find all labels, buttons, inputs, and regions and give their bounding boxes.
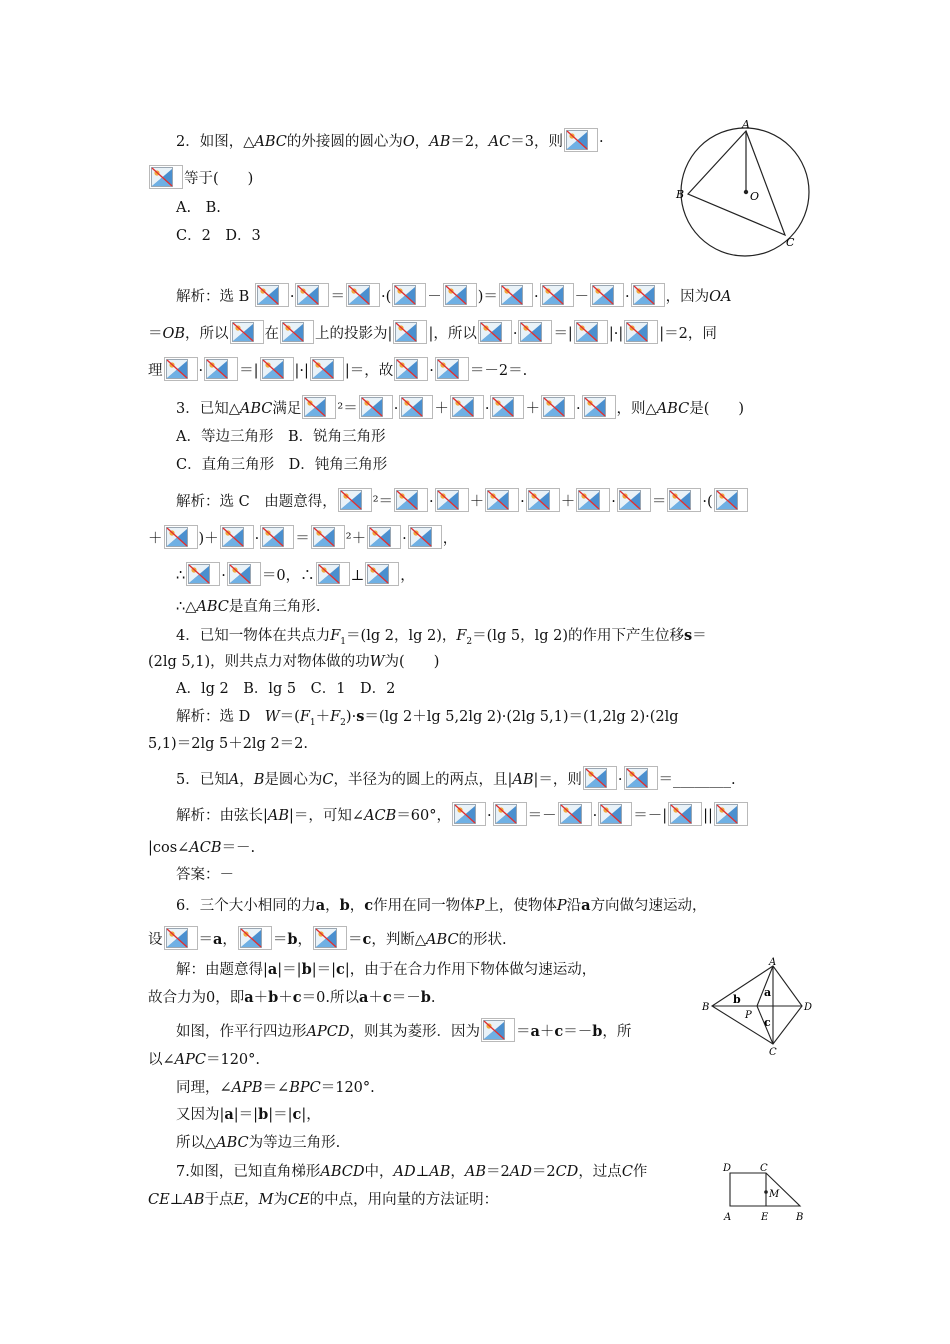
broken-image-icon	[558, 802, 592, 826]
broken-image-icon	[394, 357, 428, 381]
center-dot	[744, 190, 748, 194]
broken-image-icon	[302, 395, 336, 419]
broken-image-icon	[541, 395, 575, 419]
q2-solution-line3: 理 · ＝| |·| |＝，故 · ＝－2＝.	[148, 357, 527, 381]
label-vec-b: b	[733, 993, 741, 1006]
q6-solution-line5: 同理，∠APB＝∠BPC＝120°.	[176, 1080, 375, 1096]
label-e: E	[761, 1212, 769, 1223]
q6-solution-line7: 所以△ABC为等边三角形.	[176, 1135, 341, 1151]
broken-image-icon	[624, 766, 658, 790]
broken-image-icon	[526, 488, 560, 512]
broken-image-icon	[164, 525, 198, 549]
broken-image-icon	[598, 802, 632, 826]
broken-image-icon	[394, 488, 428, 512]
broken-image-icon	[365, 562, 399, 586]
q7-line1: 7.如图，已知直角梯形ABCD中，AD⊥AB，AB＝2AD＝2CD，过点C作	[176, 1164, 648, 1180]
broken-image-icon	[399, 395, 433, 419]
q3-line1: 3．已知△ABC满足 ²＝ · ＋ · ＋ · ，则△ABC是( )	[176, 395, 744, 419]
q4-solution-line1: 解析：选 D $W=(F_1+F_2)\cdot s=(\lg$ 2＋lg 5,2lg 2)·(2lg 5,1)＝(1,2lg 2)·(2lg	[176, 708, 679, 728]
broken-image-icon	[576, 488, 610, 512]
rhombus-figure	[700, 956, 815, 1058]
broken-image-icon	[164, 926, 198, 950]
label-c: C	[786, 236, 795, 249]
broken-image-icon	[255, 283, 289, 307]
broken-image-icon	[204, 357, 238, 381]
q6-solution-line4: 以∠APC＝120°.	[148, 1052, 261, 1068]
broken-image-icon	[316, 562, 350, 586]
broken-image-icon	[617, 488, 651, 512]
q5-solution-line2: |cos∠ACB＝－.	[148, 840, 256, 856]
label-d: D	[723, 1163, 732, 1174]
broken-image-icon	[260, 525, 294, 549]
broken-image-icon	[481, 1018, 515, 1042]
label-b: B	[702, 1002, 710, 1013]
broken-image-icon	[392, 283, 426, 307]
broken-image-icon	[490, 395, 524, 419]
label-c: C	[760, 1163, 768, 1174]
broken-image-icon	[450, 395, 484, 419]
q2-line2: 等于( )	[148, 165, 253, 189]
broken-image-icon	[186, 562, 220, 586]
broken-image-icon	[227, 562, 261, 586]
broken-image-icon	[443, 283, 477, 307]
label-c: C	[769, 1047, 777, 1058]
broken-image-icon	[346, 283, 380, 307]
q2-solution-line1: 解析：选 B · ＝ ·( － )＝ · － · ，因为OA	[176, 283, 732, 307]
broken-image-icon	[260, 357, 294, 381]
q7-line2: CE⊥AB于点E，M为CE的中点，用向量的方法证明：	[148, 1192, 499, 1208]
broken-image-icon	[485, 488, 519, 512]
broken-image-icon	[714, 488, 748, 512]
broken-image-icon	[393, 320, 427, 344]
broken-image-icon	[667, 488, 701, 512]
label-o: O	[750, 190, 760, 203]
q2-solution-line2: ＝OB，所以 在 上的投影为| |，所以 · ＝| |·| |＝2，同	[148, 320, 717, 344]
broken-image-icon	[435, 357, 469, 381]
broken-image-icon	[310, 357, 344, 381]
q5-solution-line1: 解析：由弦长|AB|＝，可知∠ACB＝60°， · ＝－ · ＝－| ||	[176, 802, 749, 826]
circumcircle-figure	[672, 118, 822, 258]
label-b: B	[676, 188, 685, 201]
label-d: D	[804, 1002, 813, 1013]
broken-image-icon	[714, 802, 748, 826]
q2-line1: 2．如图，△ABC的外接圆的圆心为O，AB＝2，AC＝3，则 ·	[176, 128, 604, 152]
q3-solution-line3: ∴ · ＝0，∴ ⊥ ，	[176, 562, 415, 586]
label-a: A	[742, 118, 750, 131]
broken-image-icon	[311, 525, 345, 549]
broken-image-icon	[452, 802, 486, 826]
q6-line2: 设 ＝a， ＝b， ＝c，判断△ABC的形状.	[148, 926, 507, 950]
broken-image-icon	[582, 395, 616, 419]
q6-solution-line1: 解：由题意得|a|＝|b|＝|c|，由于在合力作用下物体做匀速运动，	[176, 961, 597, 978]
label-b: B	[796, 1212, 804, 1223]
q2-options-1: A. B.	[176, 200, 221, 216]
broken-image-icon	[220, 525, 254, 549]
trapezoid-abcd	[730, 1173, 800, 1206]
broken-image-icon	[631, 283, 665, 307]
broken-image-icon	[359, 395, 393, 419]
broken-image-icon	[149, 165, 183, 189]
broken-image-icon	[435, 488, 469, 512]
q3-solution-line1: 解析：选 C 由题意得， ²＝ · ＋ · ＋ · ＝ ·(	[176, 488, 749, 512]
label-m: M	[769, 1189, 780, 1200]
q4-solution-line2: 5,1)＝2lg 5＋2lg 2＝2.	[148, 736, 309, 752]
q6-line1: 6．三个大小相同的力a，b，c作用在同一物体P上，使物体P沿a方向做匀速运动，	[176, 897, 707, 914]
broken-image-icon	[574, 320, 608, 344]
broken-image-icon	[518, 320, 552, 344]
broken-image-icon	[238, 926, 272, 950]
broken-image-icon	[295, 283, 329, 307]
q4-line1: 4．已知一物体在共点力$F_1=(\lg$ 2，lg 2)，$F_2=(\lg$ 5，lg 2)的作用下产生位移s＝	[176, 627, 707, 647]
q4-options: A．lg 2 B．lg 5 C．1 D．2	[176, 681, 396, 697]
q6-solution-line3: 如图，作平行四边形APCD，则其为菱形．因为 ＝a＋c＝－b，所	[176, 1018, 631, 1042]
q5-answer: 答案：－	[176, 867, 234, 883]
broken-image-icon	[367, 525, 401, 549]
broken-image-icon	[408, 525, 442, 549]
broken-image-icon	[624, 320, 658, 344]
broken-image-icon	[499, 283, 533, 307]
q3-options-1: A．等边三角形 B．锐角三角形	[176, 429, 386, 445]
triangle-abc	[688, 131, 785, 235]
q3-solution-line2: ＋ )＋ · ＝ ²＋ · ，	[148, 525, 457, 549]
broken-image-icon	[540, 283, 574, 307]
broken-image-icon	[338, 488, 372, 512]
broken-image-icon	[313, 926, 347, 950]
broken-image-icon	[230, 320, 264, 344]
broken-image-icon	[164, 357, 198, 381]
q3-solution-line4: ∴△ABC是直角三角形.	[176, 599, 321, 615]
label-a: A	[724, 1212, 732, 1223]
broken-image-icon	[478, 320, 512, 344]
label-p: P	[745, 1010, 752, 1021]
broken-image-icon	[280, 320, 314, 344]
broken-image-icon	[564, 128, 598, 152]
q3-options-2: C．直角三角形 D．钝角三角形	[176, 457, 388, 473]
broken-image-icon	[583, 766, 617, 790]
label-vec-a: a	[764, 986, 772, 999]
broken-image-icon	[493, 802, 527, 826]
label-vec-c: c	[764, 1016, 771, 1029]
q2-options-2: C．2 D．3	[176, 228, 261, 244]
point-m	[764, 1190, 768, 1194]
q4-line2: (2lg 5,1)，则共点力对物体做的功W为( )	[148, 654, 440, 670]
trapezoid-figure	[718, 1158, 810, 1226]
q6-solution-line6: 又因为|a|＝|b|＝|c|，	[176, 1106, 321, 1123]
q6-solution-line2: 故合力为0，即a＋b＋c＝0.所以a＋c＝－b.	[148, 989, 436, 1006]
label-a: A	[769, 957, 777, 968]
broken-image-icon	[668, 802, 702, 826]
q5-line1: 5．已知A，B是圆心为C，半径为的圆上的两点，且|AB|＝，则 · ＝________.	[176, 766, 736, 790]
broken-image-icon	[590, 283, 624, 307]
